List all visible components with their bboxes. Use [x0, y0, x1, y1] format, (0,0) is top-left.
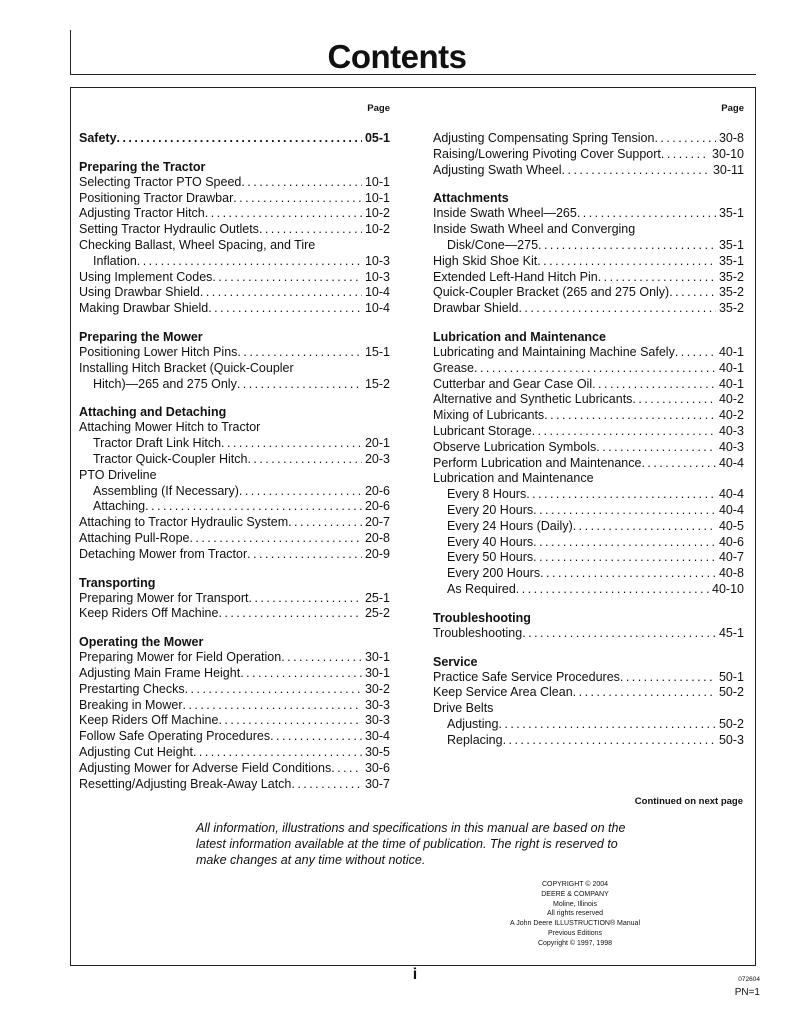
toc-entry-page: 15-1	[364, 344, 390, 359]
toc-entry-title: Adjusting Cut Height	[79, 744, 193, 759]
toc-entry-title: Attaching to Tractor Hydraulic System	[79, 515, 289, 530]
toc-section	[433, 131, 744, 178]
toc-entry[interactable]	[79, 713, 390, 729]
copyright-block	[490, 880, 660, 949]
toc-entry[interactable]	[433, 582, 744, 598]
toc-entry-title: Grease	[433, 360, 474, 375]
toc-entry[interactable]	[79, 420, 390, 436]
section-heading: Troubleshooting	[433, 610, 531, 625]
toc-entry[interactable]	[433, 254, 744, 270]
page-column-label: Page	[721, 103, 744, 114]
toc-section	[433, 610, 744, 642]
dot-leader	[661, 147, 709, 163]
toc-entry-page: 30-10	[712, 146, 744, 161]
toc-entry-page: 10-1	[364, 190, 390, 205]
dot-leader	[237, 377, 362, 393]
toc-entry[interactable]	[433, 471, 744, 487]
toc-entry-page: 10-3	[364, 253, 390, 268]
toc-entry-title: Drawbar Shield	[433, 301, 519, 316]
dot-leader	[193, 745, 362, 761]
dot-leader	[641, 456, 716, 472]
toc-entry-page: 20-6	[364, 483, 390, 498]
toc-entry[interactable]	[433, 270, 744, 286]
dot-leader	[474, 361, 716, 377]
toc-entry-page: 20-3	[364, 451, 390, 466]
toc-entry[interactable]	[433, 535, 744, 551]
toc-entry-page: 40-7	[718, 550, 744, 565]
page-number: i	[412, 966, 418, 983]
toc-entry[interactable]	[79, 761, 390, 777]
copyright-line: Previous Editions	[547, 929, 603, 937]
dot-leader	[288, 515, 362, 531]
toc-entry-title: Assembling (If Necessary)	[93, 483, 239, 498]
section-heading: Preparing the Tractor	[79, 159, 206, 174]
section-heading: Service	[433, 654, 478, 669]
dot-leader	[270, 729, 362, 745]
toc-section	[79, 404, 390, 562]
toc-entry[interactable]	[79, 591, 390, 607]
toc-entry-page: 40-10	[712, 581, 744, 596]
dot-leader	[532, 424, 716, 440]
toc-entry-page: 40-1	[718, 376, 744, 391]
toc-entry-title: Attaching Pull-Rope	[79, 530, 190, 545]
dot-leader	[212, 270, 362, 286]
toc-entry-title: Lubricating and Maintaining Machine Safely	[433, 344, 675, 359]
toc-entry-title: Adjusting Main Frame Height	[79, 665, 241, 680]
toc-entry-title: Quick-Coupler Bracket (265 and 275 Only)	[433, 285, 670, 300]
toc-entry-title: Every 200 Hours	[447, 566, 541, 581]
toc-entry[interactable]	[433, 456, 744, 472]
toc-entry-title: Cutterbar and Gear Case Oil	[433, 376, 593, 391]
toc-entry[interactable]	[79, 547, 390, 563]
toc-entry-page: 35-2	[718, 269, 744, 284]
toc-entry-title: Inside Swath Wheel—265	[433, 206, 577, 221]
toc-entry-title: Lubrication and Maintenance	[433, 471, 594, 486]
toc-entry[interactable]	[79, 222, 390, 238]
toc-entry-page: 40-4	[718, 487, 744, 502]
toc-entry-title: Every 50 Hours	[447, 550, 534, 565]
toc-entry[interactable]	[79, 468, 390, 484]
toc-entry-title: Lubricant Storage	[433, 423, 532, 438]
toc-entry[interactable]	[433, 377, 744, 393]
dot-leader	[259, 222, 362, 238]
toc-entry-title: Inside Swath Wheel and Converging	[433, 222, 636, 237]
toc-entry-page: 40-3	[718, 423, 744, 438]
dot-leader	[522, 626, 716, 642]
section-heading: Transporting	[79, 575, 156, 590]
dot-leader	[247, 547, 362, 563]
toc-entry[interactable]	[79, 729, 390, 745]
dot-leader	[533, 535, 716, 551]
toc-entry-page: 30-7	[364, 776, 390, 791]
toc-entry[interactable]	[433, 222, 744, 238]
toc-entry-page: 10-2	[364, 206, 390, 221]
toc-entry-title: Inflation	[93, 253, 137, 268]
toc-entry-page: 40-4	[718, 502, 744, 517]
dot-leader	[137, 254, 362, 270]
toc-entry-title: Making Drawbar Shield	[79, 301, 209, 316]
dot-leader	[241, 175, 362, 191]
toc-section	[433, 190, 744, 317]
toc-entry[interactable]	[433, 361, 744, 377]
toc-entry-title: Checking Ballast, Wheel Spacing, and Tire	[79, 237, 316, 252]
toc-entry-page: 35-1	[718, 253, 744, 268]
dot-leader	[218, 713, 362, 729]
toc-entry[interactable]	[79, 436, 390, 452]
copyright-line: Moline, Illinois	[553, 900, 597, 908]
dot-leader	[185, 682, 362, 698]
toc-entry[interactable]	[79, 301, 390, 317]
dot-leader	[239, 484, 362, 500]
toc-entry-title: Preparing Mower for Transport	[79, 590, 249, 605]
toc-entry[interactable]	[79, 191, 390, 207]
toc-entry-page: 10-3	[364, 269, 390, 284]
toc-entry[interactable]	[79, 206, 390, 222]
toc-section	[79, 131, 390, 147]
dot-leader	[632, 392, 716, 408]
dot-leader	[577, 206, 716, 222]
toc-entry[interactable]	[433, 685, 744, 701]
dot-leader	[573, 519, 716, 535]
dot-leader	[544, 408, 716, 424]
copyright-line: All rights reserved	[546, 910, 604, 918]
toc-entry-page: 30-5	[364, 744, 390, 759]
toc-entry-title: Keep Service Area Clean	[433, 685, 573, 700]
toc-entry-page: 10-4	[364, 301, 390, 316]
toc-entry-page: 10-4	[364, 285, 390, 300]
toc-entry-page: 25-1	[364, 590, 390, 605]
toc-entry-page: 40-1	[718, 344, 744, 359]
toc-entry[interactable]	[79, 650, 390, 666]
right-column	[433, 101, 744, 761]
toc-entry-page: 40-4	[718, 455, 744, 470]
toc-entry-page: 30-3	[364, 713, 390, 728]
dot-leader	[592, 377, 716, 393]
toc-entry-title: Safety	[79, 131, 117, 145]
dot-leader	[205, 206, 362, 222]
toc-entry-page: 30-2	[364, 681, 390, 696]
toc-entry[interactable]	[433, 717, 744, 733]
toc-entry-title: Every 24 Hours (Daily)	[447, 518, 573, 533]
toc-entry-page: 20-9	[364, 546, 390, 561]
toc-entry[interactable]	[433, 733, 744, 749]
dot-leader	[117, 131, 362, 147]
toc-entry[interactable]	[79, 499, 390, 515]
dot-leader	[573, 685, 716, 701]
toc-entry-title: Observe Lubrication Symbols	[433, 439, 597, 454]
toc-entry-title: Mixing of Lubricants	[433, 408, 545, 423]
toc-entry-page: 30-1	[364, 650, 390, 665]
dot-leader	[247, 452, 362, 468]
dot-leader	[669, 285, 716, 301]
toc-entry[interactable]	[79, 377, 390, 393]
toc-entry-title: Positioning Tractor Drawbar	[79, 190, 234, 205]
toc-entry-page: 10-2	[364, 222, 390, 237]
toc-entry-page: 20-8	[364, 530, 390, 545]
toc-section	[79, 634, 390, 792]
toc-entry-title: Attaching Mower Hitch to Tractor	[79, 420, 261, 435]
toc-entry[interactable]	[433, 238, 744, 254]
dot-leader	[183, 698, 362, 714]
toc-entry-page: 10-1	[364, 174, 390, 189]
toc-entry[interactable]	[79, 131, 390, 147]
toc-entry[interactable]	[79, 361, 390, 377]
toc-entry-title: Adjusting Tractor Hitch	[79, 206, 205, 221]
toc-entry-title: Installing Hitch Bracket (Quick-Coupler	[79, 360, 294, 375]
toc-entry[interactable]	[433, 163, 744, 179]
toc-entry-page: 35-1	[718, 237, 744, 252]
toc-entry[interactable]	[433, 345, 744, 361]
document-code: 072604	[738, 976, 760, 983]
toc-entry[interactable]	[79, 238, 390, 254]
toc-entry-title: Disk/Cone—275	[447, 237, 539, 252]
toc-entry[interactable]	[79, 484, 390, 500]
page-column-label: Page	[367, 103, 390, 114]
toc-entry-page: 50-2	[718, 685, 744, 700]
toc-entry-page: 30-1	[364, 665, 390, 680]
dot-leader	[189, 531, 361, 547]
toc-entry-page: 50-1	[718, 669, 744, 684]
toc-entry-page: 40-2	[718, 408, 744, 423]
toc-entry[interactable]	[433, 566, 744, 582]
dot-leader	[233, 191, 362, 207]
dot-leader	[516, 582, 709, 598]
toc-entry-title: Follow Safe Operating Procedures	[79, 729, 271, 744]
toc-entry-title: Preparing Mower for Field Operation	[79, 650, 282, 665]
toc-entry[interactable]	[79, 285, 390, 301]
toc-entry-page: 30-8	[718, 131, 744, 145]
toc-entry[interactable]	[79, 745, 390, 761]
toc-entry-title: Adjusting Compensating Spring Tension	[433, 131, 655, 145]
dot-leader	[331, 761, 362, 777]
dot-leader	[533, 503, 716, 519]
toc-entry[interactable]	[79, 606, 390, 622]
dot-leader	[498, 717, 716, 733]
toc-entry-page: 50-2	[718, 716, 744, 731]
toc-entry-title: Extended Left-Hand Hitch Pin	[433, 269, 598, 284]
toc-entry[interactable]	[433, 392, 744, 408]
toc-entry[interactable]	[433, 131, 744, 147]
dot-leader	[620, 670, 716, 686]
toc-entry[interactable]	[79, 682, 390, 698]
toc-entry-title: Setting Tractor Hydraulic Outlets	[79, 222, 259, 237]
toc-entry[interactable]	[79, 777, 390, 793]
toc-entry-title: Tractor Quick-Coupler Hitch	[93, 451, 248, 466]
dot-leader	[208, 301, 362, 317]
toc-entry-page: 30-6	[364, 760, 390, 775]
pn-label: PN=1	[734, 987, 760, 998]
dot-leader	[237, 345, 362, 361]
toc-section	[433, 654, 744, 749]
toc-entry-page: 40-6	[718, 534, 744, 549]
toc-entry-page: 40-8	[718, 566, 744, 581]
toc-entry-title: Adjusting	[447, 716, 499, 731]
toc-entry-title: Keep Riders Off Machine	[79, 713, 219, 728]
toc-entry-page: 35-2	[718, 285, 744, 300]
continued-note: Continued on next page	[634, 796, 743, 807]
toc-entry-title: Tractor Draft Link Hitch	[93, 436, 222, 451]
toc-entry-title: As Required	[447, 581, 516, 596]
toc-entry-page: 05-1	[364, 131, 390, 145]
toc-entry-title: Using Drawbar Shield	[79, 285, 200, 300]
toc-entry[interactable]	[433, 206, 744, 222]
toc-entry-title: Every 8 Hours	[447, 487, 527, 502]
toc-entry-title: High Skid Shoe Kit	[433, 253, 538, 268]
section-heading: Lubrication and Maintenance	[433, 329, 606, 344]
page-title: Contents	[327, 38, 467, 75]
dot-leader	[533, 550, 716, 566]
dot-leader	[240, 666, 362, 682]
copyright-line: A John Deere ILLUSTRUCTION® Manual	[509, 920, 641, 928]
toc-entry[interactable]	[79, 452, 390, 468]
dot-leader	[503, 733, 716, 749]
toc-entry-page: 25-2	[364, 606, 390, 621]
section-heading: Operating the Mower	[79, 635, 204, 650]
dot-leader	[291, 777, 362, 793]
toc-entry-page: 40-2	[718, 392, 744, 407]
toc-entry[interactable]	[433, 285, 744, 301]
toc-entry-title: Detaching Mower from Tractor	[79, 546, 248, 561]
toc-entry[interactable]	[433, 440, 744, 456]
toc-entry-title: Keep Riders Off Machine	[79, 606, 219, 621]
dot-leader	[596, 440, 716, 456]
toc-entry-page: 15-2	[364, 376, 390, 391]
dot-leader	[218, 606, 362, 622]
toc-entry-page: 30-11	[712, 162, 744, 177]
toc-entry-title: PTO Driveline	[79, 467, 157, 482]
toc-entry-title: Prestarting Checks	[79, 681, 185, 696]
toc-entry-page: 40-3	[718, 439, 744, 454]
toc-entry[interactable]	[79, 698, 390, 714]
toc-entry-page: 40-1	[718, 360, 744, 375]
dot-leader	[598, 270, 716, 286]
toc-entry[interactable]	[79, 270, 390, 286]
toc-entry-title: Hitch)—265 and 275 Only	[93, 376, 237, 391]
toc-entry-page: 50-3	[718, 732, 744, 747]
toc-entry-page: 20-7	[364, 515, 390, 530]
toc-entry[interactable]	[433, 670, 744, 686]
toc-entry[interactable]	[433, 424, 744, 440]
toc-entry-title: Positioning Lower Hitch Pins	[79, 344, 238, 359]
toc-entry-title: Resetting/Adjusting Break-Away Latch	[79, 776, 292, 791]
toc-entry[interactable]	[433, 503, 744, 519]
dot-leader	[200, 285, 362, 301]
dot-leader	[281, 650, 362, 666]
left-column	[79, 101, 390, 804]
toc-entry[interactable]	[79, 666, 390, 682]
toc-entry[interactable]	[433, 408, 744, 424]
section-heading: Attaching and Detaching	[79, 405, 227, 420]
toc-entry[interactable]	[79, 345, 390, 361]
toc-entry-title: Troubleshooting	[433, 625, 523, 640]
copyright-line: DEERE & COMPANY	[541, 890, 609, 898]
toc-entry[interactable]	[433, 626, 744, 642]
toc-entry-title: Alternative and Synthetic Lubricants	[433, 392, 633, 407]
toc-entry-page: 30-4	[364, 729, 390, 744]
toc-entry-title: Attaching	[93, 499, 146, 514]
dot-leader	[562, 163, 710, 179]
dot-leader	[675, 345, 716, 361]
toc-section	[79, 575, 390, 623]
dot-leader	[518, 301, 716, 317]
toc-entry-title: Adjusting Mower for Adverse Field Conditions	[79, 760, 332, 775]
toc-entry[interactable]	[79, 175, 390, 191]
toc-entry-title: Every 20 Hours	[447, 502, 534, 517]
toc-entry-page: 35-1	[718, 206, 744, 221]
toc-entry[interactable]	[79, 254, 390, 270]
toc-entry[interactable]	[433, 301, 744, 317]
toc-entry[interactable]	[79, 531, 390, 547]
dot-leader	[540, 566, 716, 582]
dot-leader	[654, 131, 716, 147]
dot-leader	[221, 436, 362, 452]
toc-entry-title: Breaking in Mower	[79, 697, 183, 712]
toc-entry[interactable]	[433, 487, 744, 503]
toc-entry-title: Replacing	[447, 732, 503, 747]
toc-entry-page: 20-6	[364, 499, 390, 514]
toc-entry[interactable]	[433, 147, 744, 163]
dot-leader	[145, 499, 362, 515]
copyright-line: Copyright © 1997, 1998	[537, 939, 613, 947]
notice-text: All information, illustrations and specifications in this manual are based on the latest information available at the time of publication. The right is reserved to make changes at any time without notice.	[196, 821, 626, 867]
toc-section	[79, 159, 390, 317]
dot-leader	[526, 487, 716, 503]
toc-entry-page: 40-5	[718, 518, 744, 533]
toc-entry-title: Using Implement Codes	[79, 269, 213, 284]
toc-entry[interactable]	[433, 701, 744, 717]
toc-entry-page: 30-3	[364, 697, 390, 712]
toc-entry-title: Selecting Tractor PTO Speed	[79, 174, 242, 189]
toc-entry[interactable]	[433, 550, 744, 566]
toc-entry[interactable]	[79, 515, 390, 531]
dot-leader	[538, 238, 716, 254]
toc-entry-title: Perform Lubrication and Maintenance	[433, 455, 642, 470]
dot-leader	[537, 254, 716, 270]
toc-entry-page: 45-1	[718, 625, 744, 640]
toc-section	[79, 329, 390, 392]
copyright-line: COPYRIGHT © 2004	[541, 881, 609, 888]
toc-entry-page: 20-1	[364, 436, 390, 451]
dot-leader	[249, 591, 362, 607]
toc-entry-title: Drive Belts	[433, 701, 494, 716]
toc-entry-title: Every 40 Hours	[447, 534, 534, 549]
toc-entry[interactable]	[433, 519, 744, 535]
toc-entry-title: Adjusting Swath Wheel	[433, 162, 562, 177]
toc-entry-title: Raising/Lowering Pivoting Cover Support	[433, 146, 661, 161]
section-heading: Attachments	[433, 191, 509, 206]
toc-entry-title: Practice Safe Service Procedures	[433, 669, 620, 684]
section-heading: Preparing the Mower	[79, 329, 203, 344]
toc-entry-page: 35-2	[718, 301, 744, 316]
toc-section	[433, 329, 744, 598]
